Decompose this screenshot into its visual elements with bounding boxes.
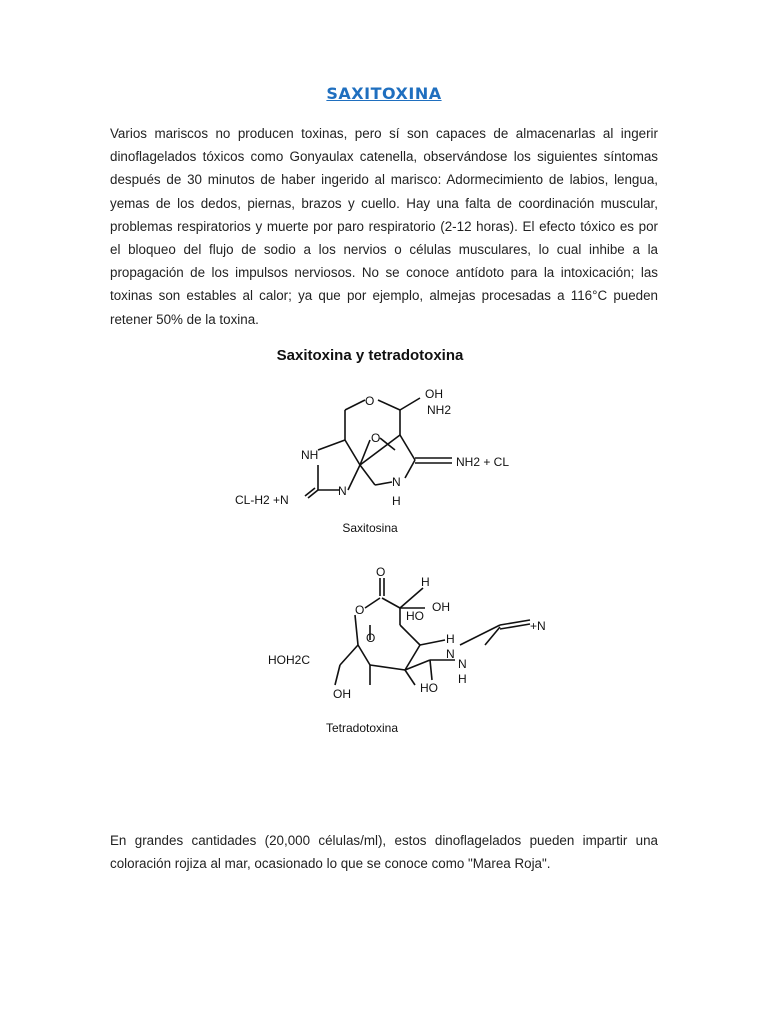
sax-label-nh: NH: [301, 448, 319, 462]
ttx-label-oh-right: OH: [432, 600, 450, 614]
sax-label-o-bridge: O: [371, 431, 381, 445]
saxitoxin-caption: Saxitosina: [342, 521, 398, 535]
ttx-label-n-ring: N: [446, 647, 455, 661]
ttx-label-h-lower: H: [458, 672, 467, 686]
page-title: SAXITOXINA: [326, 84, 442, 103]
ttx-label-o-mid: O: [366, 631, 376, 645]
sax-label-nh2-cl: NH2 + CL: [456, 455, 510, 469]
ttx-label-n-charge: +N: [530, 619, 546, 633]
sax-label-n-center: N: [338, 484, 347, 498]
intro-paragraph: Varios mariscos no producen toxinas, pero sí son capaces de almacenarlas al ingerir dinoflagelados tóxicos como Gonyaulax catenella, observándose los siguientes síntomas después de 30 minutos de haber ingerido al marisco: Adormecimiento de labios, lengua, yemas de los dedos, piernas, brazos y cuello. Hay una falta de coordinación muscular, problemas respiratorios y muerte por paro respiratorio (2-12 horas). El efecto tóxico es por el bloqueo del flujo de sodio a los nervios o células musculares, lo cual inhibe a la propagación de los impulsos nerviosos. No se conoce antídoto para la intoxicación; las toxinas son estables al calor; ya que por ejemplo, almejas procesadas a 116°C pueden retener 50% de la toxina.: [110, 126, 658, 327]
closing-paragraph: En grandes cantidades (20,000 células/ml), estos dinoflagelados pueden impartir una coloración rojiza al mar, ocasionado lo que se conoce como "Marea Roja".: [110, 833, 658, 872]
sax-label-cl-left: CL-H2 +N: [235, 493, 289, 507]
ttx-label-h-ring: H: [446, 632, 455, 646]
ttx-label-ho-bottom: HO: [420, 681, 438, 695]
ttx-label-o-top: O: [376, 565, 386, 579]
sax-label-n-right: N: [392, 475, 401, 489]
structures-svg: [220, 340, 560, 740]
tetrodotoxin-structure: [335, 578, 530, 685]
sax-label-oh: OH: [425, 387, 443, 401]
chemical-structures-figure: [220, 340, 560, 740]
ttx-label-oh-bottom: OH: [333, 687, 351, 701]
ttx-label-hoh2c: HOH2C: [268, 653, 311, 667]
ttx-label-n-lower: N: [458, 657, 467, 671]
sax-label-h-right: H: [392, 494, 401, 508]
figure-heading: Saxitoxina y tetradotoxina: [276, 347, 464, 364]
ttx-label-h-top: H: [421, 575, 430, 589]
sax-label-nh2-top: NH2: [427, 403, 452, 417]
ttx-label-o-left: O: [355, 603, 365, 617]
sax-label-o-ring: O: [365, 394, 375, 408]
ttx-label-ho-inner: HO: [406, 609, 424, 623]
tetrodotoxin-caption: Tetradotoxina: [325, 721, 399, 735]
